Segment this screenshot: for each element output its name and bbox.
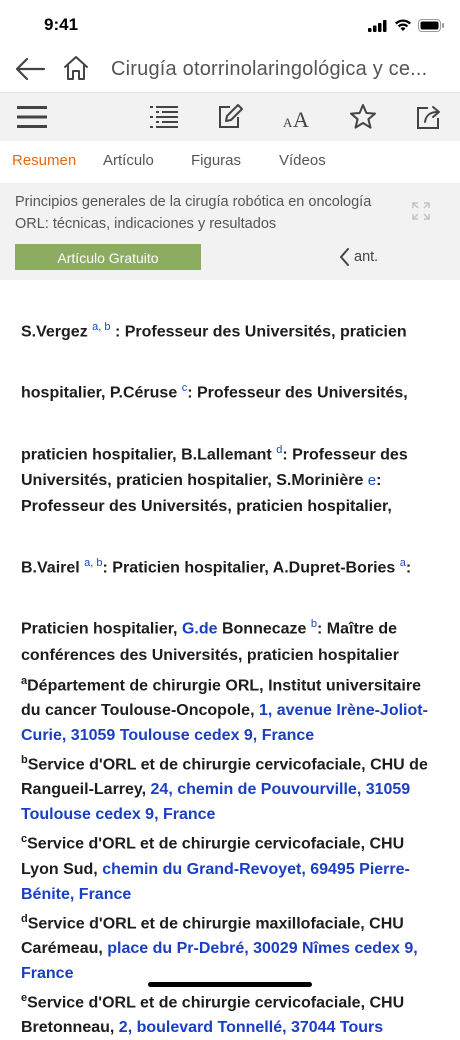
article-title: Principios generales de la cirugía robótica en oncología ORL: técnicas, indicaciones y resultados: [15, 194, 372, 232]
outline-list-icon: [150, 105, 178, 129]
author-affiliation-ref[interactable]: a: [399, 556, 406, 569]
free-article-button[interactable]: Artículo Gratuito: [15, 244, 201, 270]
affiliation-text: Service d'ORL et de chirurgie cervicofaciale, CHU de Rangueil-Larrey,: [21, 756, 428, 799]
affiliation-text: Service d'ORL et de chirurgie cervicofaciale, CHU Bretonneau,: [21, 994, 405, 1037]
affiliation-address-link[interactable]: 1, avenue Irène-Joliot-Curie, 31059 Toulouse cedex 9, France: [21, 701, 428, 744]
author-role: : Professeur des Universités,: [187, 384, 408, 402]
author-line: [21, 643, 436, 669]
expand-button[interactable]: [412, 202, 430, 225]
author-line: [21, 437, 436, 468]
star-icon: [349, 103, 377, 131]
menu-button[interactable]: [14, 99, 50, 135]
affiliation-address-link[interactable]: place du Pr-Debré, 30029 Nîmes cedex 9, France: [21, 939, 418, 982]
tab-resumen[interactable]: Resumen: [12, 152, 77, 169]
author-role: :: [405, 559, 412, 577]
author-role: : Professeur des: [282, 445, 408, 463]
affiliation-text: Service d'ORL et de chirurgie cervicofaciale, CHU Lyon Sud,: [21, 835, 405, 878]
affiliation-address-link[interactable]: 2, boulevard Tonnellé, 37044 Tours: [118, 1019, 384, 1037]
outline-button[interactable]: [146, 99, 182, 135]
author-list: [21, 314, 436, 669]
author-role: : Maître de: [317, 620, 398, 638]
expand-icon: [412, 202, 430, 220]
author-affiliation-ref[interactable]: e: [367, 471, 377, 489]
svg-text:A: A: [293, 107, 309, 130]
article-content: [21, 300, 436, 1040]
annotate-button[interactable]: [212, 99, 248, 135]
affiliation-text: Département de chirurgie ORL, Institut universitaire du cancer Toulouse-Oncopole,: [21, 676, 421, 719]
affiliation-item: [21, 907, 436, 986]
text-size-button[interactable]: [279, 99, 315, 135]
author-affiliation-ref[interactable]: d: [276, 443, 283, 456]
navigation-bar: [0, 48, 460, 92]
share-icon: [415, 103, 443, 131]
affiliation-item: [21, 827, 436, 906]
affiliation-marker: c: [21, 833, 28, 846]
cellular-signal-icon: [368, 20, 388, 32]
affiliation-marker: e: [21, 991, 28, 1004]
affiliation-address-link[interactable]: chemin du Grand-Revoyet, 69495 Pierre-Bénite, France: [21, 860, 410, 903]
chevron-left-icon: [340, 248, 350, 266]
author-role: : Praticien hospitalier, A.Dupret-Bories: [102, 559, 396, 577]
tab-videos[interactable]: Vídeos: [279, 152, 326, 169]
article-banner: [0, 183, 460, 280]
share-button[interactable]: [411, 99, 447, 135]
author-line: [21, 550, 436, 581]
status-time: 9:41: [44, 15, 79, 34]
menu-icon: [17, 105, 47, 129]
home-button[interactable]: [62, 54, 90, 87]
author-line: [21, 611, 436, 642]
back-arrow-icon: [14, 56, 46, 82]
author-name[interactable]: B.Lallemant: [181, 445, 272, 463]
affiliation-marker: a: [21, 674, 28, 687]
author-line: [21, 375, 436, 406]
author-text: conférences des Universités, praticien hospitalier: [21, 646, 399, 664]
affiliation-marker: b: [21, 753, 28, 766]
author-line: [21, 494, 436, 520]
affiliation-text: Service d'ORL et de chirurgie maxillofaciale, CHU Carémeau,: [21, 914, 404, 957]
author-role: hospitalier,: [21, 384, 106, 402]
home-icon: [62, 54, 90, 82]
author-affiliation-ref[interactable]: b: [310, 618, 318, 631]
author-role: praticien hospitalier,: [21, 445, 177, 463]
previous-label: ant.: [354, 249, 379, 265]
author-line: [21, 314, 436, 345]
affiliation-marker: d: [21, 912, 28, 925]
author-role: :: [376, 471, 382, 489]
status-bar: [0, 0, 460, 48]
previous-article-link[interactable]: [340, 248, 378, 266]
page-title: Cirugía otorrinolaringológica y ce...: [111, 58, 428, 80]
affiliation-item: [21, 669, 436, 748]
author-text: Professeur des Universités, praticien hospitalier,: [21, 497, 392, 515]
text-size-icon: [281, 104, 313, 130]
section-tabs: [0, 141, 460, 183]
tab-figuras[interactable]: Figuras: [191, 152, 242, 169]
wifi-icon: [394, 18, 412, 32]
author-text: Universités, praticien hospitalier, S.Morinière: [21, 471, 364, 489]
home-indicator[interactable]: [148, 982, 312, 987]
affiliation-item: [21, 986, 436, 1040]
tab-articulo[interactable]: Artículo: [103, 152, 154, 169]
battery-icon: [418, 19, 445, 32]
author-name[interactable]: B.Vairel: [21, 559, 80, 577]
author-name[interactable]: Bonnecaze: [221, 620, 307, 638]
author-name[interactable]: S.Vergez: [21, 323, 88, 341]
author-affiliation-ref[interactable]: c: [181, 382, 188, 395]
author-name[interactable]: P.Céruse: [109, 384, 178, 402]
article-toolbar: [0, 92, 460, 142]
author-link[interactable]: G.de: [181, 620, 218, 638]
affiliation-address-link[interactable]: 24, chemin de Pouvourville, 31059 Toulouse cedex 9, France: [21, 781, 411, 824]
author-role: : Professeur des Universités, praticien: [114, 323, 407, 341]
back-button[interactable]: [14, 56, 46, 87]
edit-note-icon: [216, 103, 244, 131]
author-affiliation-ref[interactable]: a, b: [84, 556, 103, 569]
svg-text:A: A: [283, 115, 293, 130]
author-text: Praticien hospitalier,: [21, 620, 178, 638]
author-affiliation-ref[interactable]: a, b: [92, 321, 111, 333]
affiliation-item: [21, 748, 436, 827]
favorite-button[interactable]: [345, 99, 381, 135]
author-line: [21, 468, 436, 494]
